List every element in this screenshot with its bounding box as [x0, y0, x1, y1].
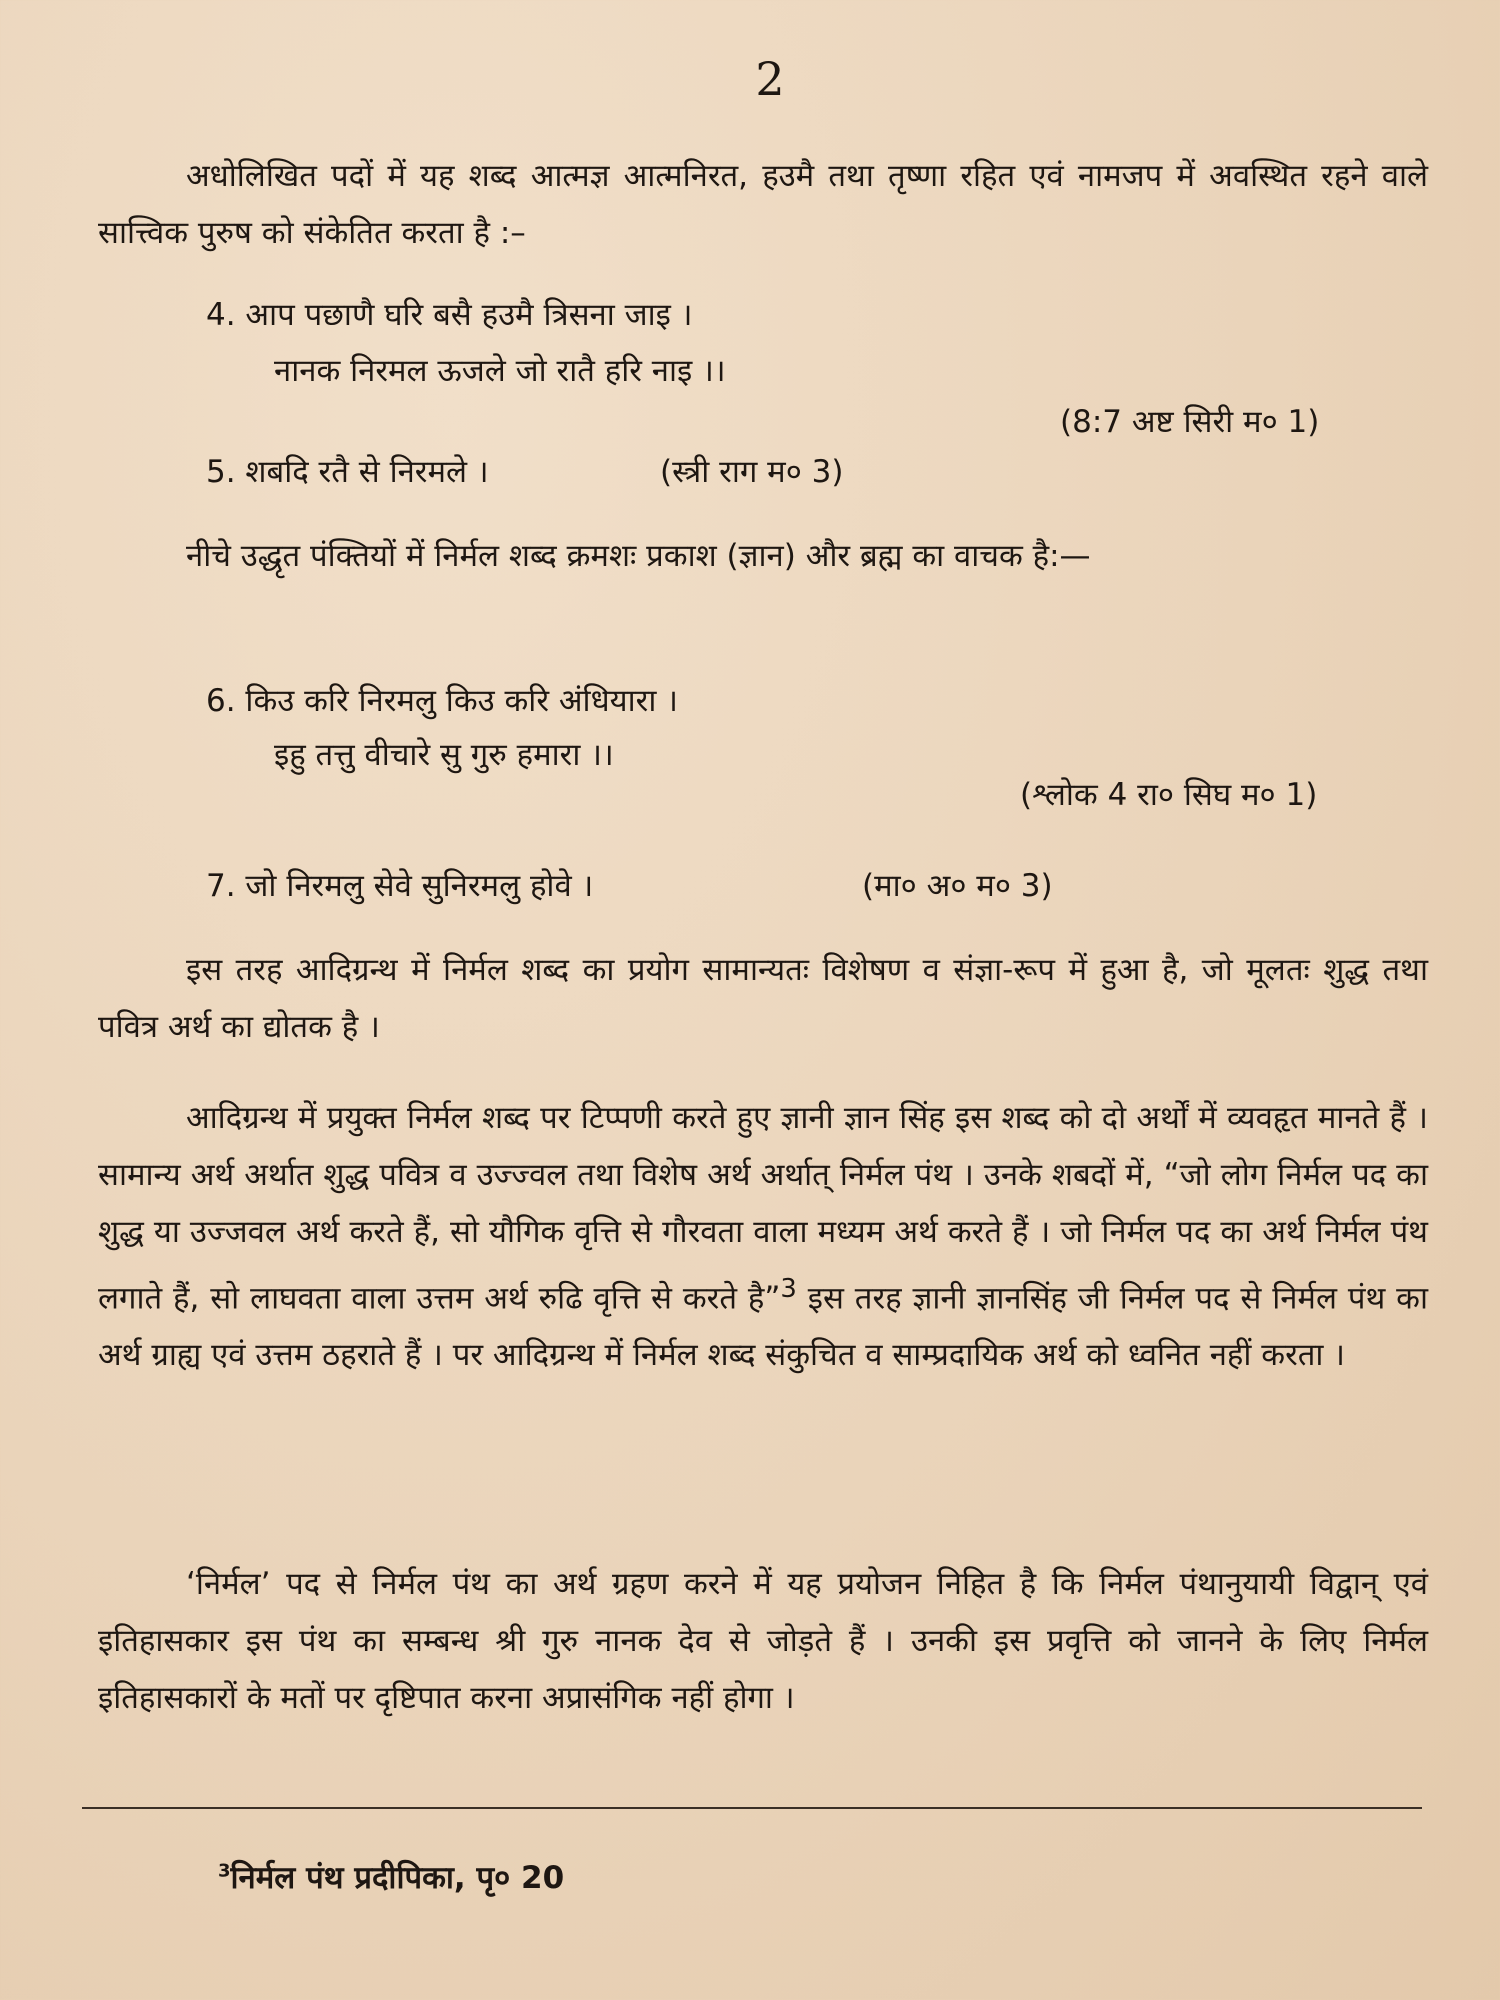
quote-6-line-2: इहु तत्तु वीचारे सु गुरु हमारा ।। [274, 737, 614, 773]
intro-paragraph: अधोलिखित पदों में यह शब्द आत्मज्ञ आत्मनिरत, हउमै तथा तृष्णा रहित एवं नामजप में अवस्थित रहने वाले सात्त्विक पुरुष को संकेतित करता है :– [98, 158, 1428, 251]
paragraph-4-text-after: इस तरह ज्ञानी ज्ञानसिंह जी निर्मल पद से निर्मल पंथ का अर्थ ग्राह्य एवं उत्तम ठहराते हैं । पर आदिग्रन्थ में निर्मल शब्द संकुचित व साम्प्रदायिक अर्थ को ध्वनित नहीं करता । [98, 1280, 1428, 1374]
paragraph-3: इस तरह आदिग्रन्थ में निर्मल शब्द का प्रयोग सामान्यतः विशेषण व संज्ञा-रूप में हुआ है, जो मूलतः शुद्ध तथा पवित्र अर्थ का द्योतक है । [98, 952, 1428, 1045]
paragraph-5: ‘निर्मल’ पद से निर्मल पंथ का अर्थ ग्रहण करने में यह प्रयोजन निहित है कि निर्मल पंथानुयायी विद्वान् एवं इतिहासकार इस पंथ का सम्बन्ध श्री गुरु नानक देव से जोड़ते हैं । उनकी इस प्रवृत्ति को जानने के लिए निर्मल इतिहासकारों के मतों पर दृष्टिपात करना अप्रासंगिक नहीं होगा । [98, 1566, 1428, 1716]
paragraph-4 [98, 1090, 1428, 1384]
quote-4-line-1: 4. आप पछाणै घरि बसै हउमै त्रिसना जाइ । [206, 297, 693, 333]
page-number: 2 [755, 52, 785, 106]
quote-7-line-1: 7. जो निरमलु सेवे सुनिरमलु होवे । [206, 868, 594, 904]
quote-5-line-1: 5. शबदि रतै से निरमले । [206, 454, 489, 490]
quote-4-line-2: नानक निरमल ऊजले जो रातै हरि नाइ ।। [274, 353, 726, 389]
quote-7-reference: (मा० अ० म० 3) [862, 868, 1053, 904]
quote-5-reference: (स्त्री राग म० 3) [660, 454, 844, 490]
footnote-reference: 3 [780, 1274, 797, 1304]
quote-6-reference: (श्लोक 4 रा० सिघ म० 1) [1020, 777, 1318, 813]
quote-6-line-1: 6. किउ करि निरमलु किउ करि अंधियारा । [206, 683, 678, 719]
paragraph-4-text-before: आदिग्रन्थ में प्रयुक्त निर्मल शब्द पर टिप्पणी करते हुए ज्ञानी ज्ञान सिंह इस शब्द को दो अर्थों में व्यवहृत मानते हैं । सामान्य अर्थ अर्थात शुद्ध पवित्र व उज्ज्वल तथा विशेष अर्थ अर्थात् निर्मल पंथ । उनके शबदों में, “जो लोग निर्मल पद का शुद्ध या उज्जवल अर्थ करते हैं, सो यौगिक वृत्ति से गौरवता वाला मध्यम अर्थ करते हैं । जो निर्मल पद का अर्थ निर्मल पंथ लगाते हैं, सो लाघवता वाला उत्तम अर्थ रुढि वृत्ति से करते है” [98, 1100, 1428, 1317]
footnote-divider [82, 1807, 1422, 1809]
paragraph-2: नीचे उद्धृत पंक्तियों में निर्मल शब्द क्रमशः प्रकाश (ज्ञान) और ब्रह्म का वाचक है:— [186, 538, 1091, 574]
footnote-marker: 3 [218, 1860, 231, 1882]
footnote [218, 1856, 564, 1898]
footnote-text: निर्मल पंथ प्रदीपिका, पृ० 20 [230, 1860, 565, 1896]
quote-4-reference: (8:7 अष्ट सिरी म० 1) [1060, 404, 1320, 440]
